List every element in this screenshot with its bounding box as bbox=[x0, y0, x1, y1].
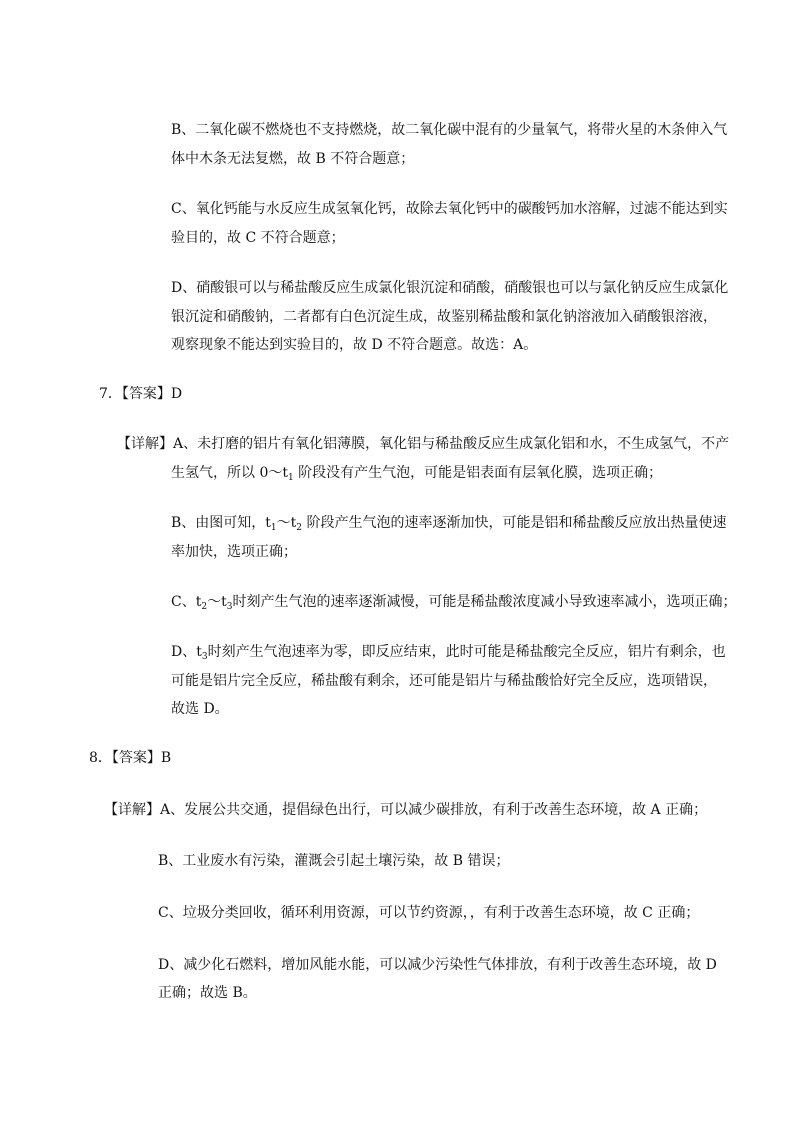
q7-detail-a-line-1: 【详解】A、未打磨的铝片有氧化铝薄膜，氧化铝与稀盐酸反应生成氯化铝和水，不生成氢气，不产 bbox=[117, 436, 730, 452]
q7-option-d-line-1: D、$t_3$时刻产生气泡速率为零，即反应结束，此时可能是稀盐酸完全反应，铝片有剩余，也 bbox=[171, 644, 726, 662]
q8-option-b: B、工业废水有污染，灌溉会引起土壤污染，故 B 错误； bbox=[158, 853, 510, 869]
q7-option-d-line-3: 故选 D。 bbox=[171, 701, 229, 717]
q7-option-b-line-1: B、由图可知，$t_1\sim t_2$ 阶段产生气泡的速率逐渐加快，可能是铝和稀盐酸反应放出热量使速 bbox=[171, 515, 727, 533]
q6-option-c-line-2: 验目的，故 C 不符合题意； bbox=[171, 230, 345, 246]
q6-option-d-line-2: 银沉淀和硝酸钠，二者都有白色沉淀生成，故鉴别稀盐酸和氯化钠溶液加入硝酸银溶液， bbox=[171, 309, 717, 325]
q7-option-c-line-1: C、$t_2\sim t_3$时刻产生气泡的速率逐渐减慢，可能是稀盐酸浓度减小导致速率减小，选项正确； bbox=[171, 594, 737, 612]
q8-detail-a: 【详解】A、发展公共交通，提倡绿色出行，可以减少碳排放，有利于改善生态环境，故 A 正确； bbox=[104, 802, 708, 818]
q8-option-c: C、垃圾分类回收，循环利用资源，可以节约资源，，有利于改善生态环境，故 C 正确； bbox=[158, 905, 700, 921]
q6-option-c-line-1: C、氧化钙能与水反应生成氢氧化钙，故除去氧化钙中的碳酸钙加水溶解，过滤不能达到实 bbox=[171, 201, 728, 217]
q6-option-d-line-1: D、硝酸银可以与稀盐酸反应生成氯化银沉淀和硝酸，硝酸银也可以与氯化钠反应生成氯化 bbox=[171, 280, 729, 296]
q6-option-b-line-1: B、二氧化碳不燃烧也不支持燃烧，故二氧化碳中混有的少量氧气，将带火星的木条伸入气 bbox=[171, 122, 728, 138]
q8-option-d-line-1: D、减少化石燃料，增加风能水能，可以减少污染性气体排放，有利于改善生态环境，故 D bbox=[158, 957, 717, 973]
q8-option-d-line-2: 正确；故选 B。 bbox=[158, 985, 257, 1001]
q6-option-b-line-2: 体中木条无法复燃，故 B 不符合题意； bbox=[171, 151, 415, 167]
q7-option-b-line-2: 率加快，选项正确； bbox=[171, 544, 297, 560]
q8-answer: 8．【答案】B bbox=[89, 750, 172, 766]
q7-option-d-line-2: 可能是铝片完全反应，稀盐酸有剩余，还可能是铝片与稀盐酸恰好完全反应，选项错误， bbox=[171, 673, 717, 689]
q7-answer: 7．【答案】D bbox=[99, 386, 183, 402]
q7-detail-a-line-2: 生氢气，所以 $0\sim t_1$ 阶段没有产生气泡，可能是铝表面有层氧化膜，选项正确； bbox=[171, 465, 663, 483]
q6-option-d-line-3: 观察现象不能达到实验目的，故 D 不符合题意。故选：A。 bbox=[171, 337, 538, 353]
